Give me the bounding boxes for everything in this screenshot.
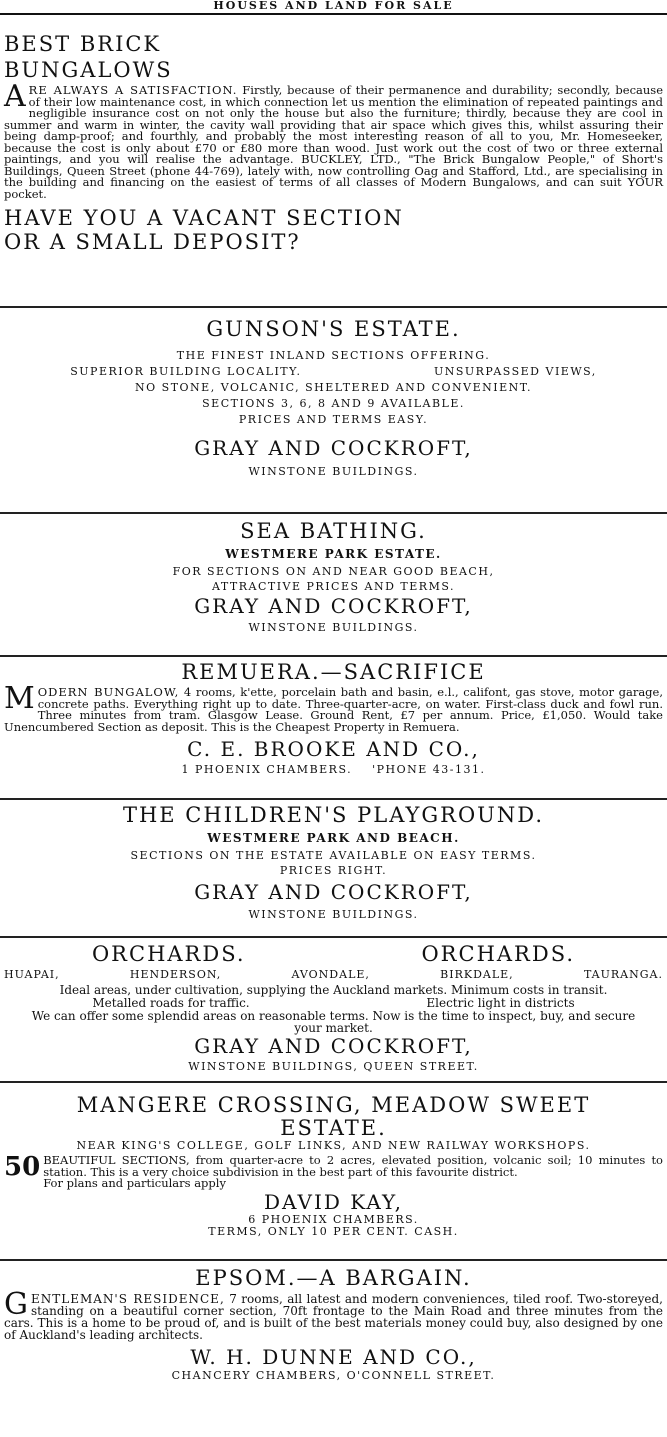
tagline-2: OR A SMALL DEPOSIT? (4, 230, 301, 254)
ad-childrens-playground (0, 800, 667, 938)
tagline-1: HAVE YOU A VACANT SECTION (4, 206, 404, 230)
firm-address: WINSTONE BUILDINGS. (248, 908, 419, 921)
firm-address: 1 PHOENIX CHAMBERS. 'PHONE 43-131. (181, 763, 486, 776)
firm-name: C. E. BROOKE AND CO., (187, 737, 480, 761)
ad-line: For plans and particulars apply (43, 1176, 226, 1190)
ad-subtitle: NEAR KING'S COLLEGE, GOLF LINKS, AND NEW RAILWAY WORKSHOPS. (76, 1139, 591, 1152)
body-lead: RE ALWAYS A SATISFACTION. (28, 83, 238, 97)
ad-line: THE FINEST INLAND SECTIONS OFFERING. (176, 349, 491, 362)
ad-line: PRICES AND TERMS EASY. (238, 413, 429, 426)
ad-line: SECTIONS ON THE ESTATE AVAILABLE ON EASY TERMS. (130, 849, 537, 862)
place: HUAPAI, (4, 968, 60, 981)
ad-body (4, 1287, 663, 1342)
drop-cap: M (4, 681, 35, 716)
body-text: 7 rooms, all latest and modern conveniences, tiled roof. Two-storeyed, standing on a beautiful corner section, 70ft frontage to the Main Road and three minutes from the cars. This is a home to be proud of, and is built of the best materials money could buy, also designed by one of Auckland's leading architects. (4, 1292, 663, 1342)
firm-name: GRAY AND COCKROFT, (194, 1034, 473, 1058)
ad-line: PRICES RIGHT. (279, 864, 388, 877)
ad-subtitle: WESTMERE PARK AND BEACH. (207, 831, 460, 845)
firm-name: GRAY AND COCKROFT, (194, 594, 473, 618)
ad-body: Ideal areas, under cultivation, supplying the Auckland markets. Minimum costs in transit. (59, 983, 608, 997)
ad-title: GUNSON'S ESTATE. (206, 317, 461, 341)
ad-title-line2: BUNGALOWS (4, 58, 173, 82)
firm-address: WINSTONE BUILDINGS, QUEEN STREET. (188, 1060, 479, 1073)
ad-title-line1: BEST BRICK (4, 32, 162, 56)
ad-body-part: Metalled roads for traffic. (92, 996, 250, 1010)
firm-name: GRAY AND COCKROFT, (194, 436, 473, 460)
place: AVONDALE, (291, 968, 370, 981)
ad-gunsons-estate (0, 308, 667, 514)
firm-name: DAVID KAY, (264, 1189, 403, 1214)
drop-cap: G (4, 1287, 28, 1322)
ad-line: SECTIONS 3, 6, 8 AND 9 AVAILABLE. (202, 397, 465, 410)
body-text: Firstly, because of their permanence and durability; secondly, because of their low maintenance cost, in which connection let us mention the elimination of repeated paintings and negligible insurance cost on not only the house but also the furniture; thirdly, because they are cool in summer and warm in winter, the cavity wall providing that air space which gives this, whilst assuring their being damp-proof; and fourthly, and probably the most interesting reason of all to you, Mr. Homeseeker, because the cost is only about £70 or £80 more than wood. Just work out the cost of two or three external paintings, and you will realise the advantage. BUCKLEY, LTD., "The Brick Bungalow People," of Short's Buildings, Queen Street (phone 44-769), lately with, now controlling Oag and Stafford, Ltd., are specialising in the building and financing on the easiest of terms of all classes of Modern Bungalows, and can suit YOUR pocket. (4, 83, 663, 201)
ad-body (4, 79, 663, 201)
ad-body-part: Electric light in districts (426, 996, 575, 1010)
place: BIRKDALE, (440, 968, 514, 981)
ad-title: REMUERA.—SACRIFICE (181, 660, 486, 684)
places-row (4, 966, 663, 984)
body-lead: ODERN BUNGALOW, (37, 685, 180, 699)
ad-body-row (4, 996, 663, 1010)
firm-address: WINSTONE BUILDINGS. (248, 621, 419, 634)
number-cap: 50 (4, 1152, 41, 1182)
ad-mangere-crossing (0, 1083, 667, 1261)
ad-brick-bungalows (0, 15, 667, 308)
ad-title-row (4, 942, 663, 966)
ad-title-line1: MANGERE CROSSING, MEADOW SWEET (76, 1093, 591, 1117)
ad-remuera-sacrifice (0, 657, 667, 800)
place: HENDERSON, (129, 968, 222, 981)
ad-title-line2: ESTATE. (280, 1116, 387, 1140)
ad-epsom-bargain (0, 1261, 667, 1417)
ad-body (4, 681, 663, 734)
body-text: 4 rooms, k'ette, porcelain bath and basin, e.l., califont, gas stove, motor garage, concrete paths. Everything right up to date. Three-quarter-acre, on water. First-class duck and fowl run. Three minutes from tram. Glasgow Lease. Ground Rent, £7 per annum. Price, £1,050. Would take Unencumbered Section as deposit. This is the Cheapest Property in Remuera. (4, 685, 663, 734)
ad-title: THE CHILDREN'S PLAYGROUND. (122, 803, 545, 827)
ad-title: EPSOM.—A BARGAIN. (195, 1266, 472, 1290)
ad-title-left: ORCHARDS. (91, 942, 246, 966)
ad-sea-bathing (0, 514, 667, 657)
place: TAURANGA. (583, 968, 663, 981)
firm-terms: TERMS, ONLY 10 PER CENT. CASH. (208, 1224, 459, 1238)
ad-line-part: UNSURPASSED VIEWS, (433, 365, 597, 378)
ad-orchards (0, 938, 667, 1083)
ad-title-right: ORCHARDS. (421, 942, 576, 966)
ad-body (4, 1152, 663, 1182)
ad-line: ATTRACTIVE PRICES AND TERMS. (212, 580, 455, 593)
ad-body: We can offer some splendid areas on reasonable terms. Now is the time to inspect, buy, and secure your market. (31, 1009, 636, 1035)
body-text: BEAUTIFUL SECTIONS, from quarter-acre to 2 acres, elevated position, volcanic soil; 10 minutes to station. This is a very choice subdivision in the best part of this favourite district. (43, 1153, 663, 1179)
ad-line (4, 364, 663, 380)
body-lead: ENTLEMAN'S RESIDENCE, (30, 1292, 225, 1306)
ad-line: FOR SECTIONS ON AND NEAR GOOD BEACH, (172, 565, 495, 578)
firm-address: CHANCERY CHAMBERS, O'CONNELL STREET. (171, 1369, 496, 1382)
ad-line: NO STONE, VOLCANIC, SHELTERED AND CONVENIENT. (135, 381, 532, 394)
firm-name: GRAY AND COCKROFT, (194, 880, 473, 904)
firm-address: 6 PHOENIX CHAMBERS. (248, 1212, 419, 1226)
drop-cap: A (4, 79, 26, 114)
firm-address: WINSTONE BUILDINGS. (248, 465, 419, 478)
firm-name: W. H. DUNNE AND CO., (190, 1345, 477, 1369)
ad-subtitle: WESTMERE PARK ESTATE. (225, 547, 442, 561)
ad-line-part: SUPERIOR BUILDING LOCALITY. (70, 365, 302, 378)
ad-title: SEA BATHING. (240, 519, 427, 543)
section-header: HOUSES AND LAND FOR SALE (0, 0, 667, 15)
